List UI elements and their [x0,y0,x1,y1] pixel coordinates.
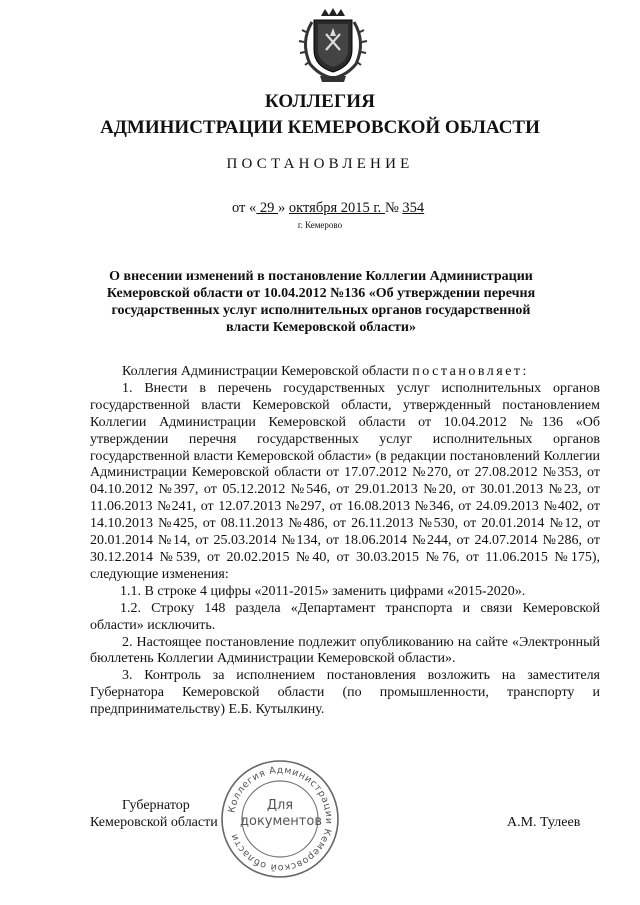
document-title: О внесении изменений в постановление Коллегии Администрации Кемеровской области от 10.04.2012 №136 «Об утверждении перечня государственных услуг исполнительных органов государственной власти Кемеровской области» [106,269,536,335]
stamp-center-line2: документов [240,814,322,829]
intro-verb: постановляет: [412,364,529,379]
date-day: 29 [256,200,279,216]
intro-paragraph [90,364,600,381]
org-name-line1: КОЛЛЕГИЯ [264,91,376,112]
date-mid: » [278,200,289,216]
coat-of-arms-icon [294,6,372,84]
date-number-line [232,200,424,217]
document-number: 354 [402,200,425,216]
paragraph-1: 1. Внести в перечень государственных услуг исполнительных органов государственной власти Кемеровской области, утвержденный постановлением Коллегии Администрации Кемеровской области от 10.04.2012 №136 «Об утверждении перечня государственных услуг исполнительных органов государственной власти Кемеровской области» (в редакции постановлений Коллегии Администрации Кемеровской области от 17.07.2012 №270, от 27.08.2012 №353, от 04.10.2012 №397, от 05.12.2012 №546, от 29.01.2013 №20, от 30.01.2013 №23, от 11.06.2013 №241, от 12.07.2013 №297, от 16.08.2013 №346, от 24.09.2013 №402, от 14.10.2013 №425, от 08.11.2013 №486, от 26.11.2013 №530, от 20.01.2014 №12, от 20.01.2014 №14, от 25.03.2014 №134, от 18.06.2014 №244, от 24.07.2014 №286, от 30.12.2014 №539, от 20.02.2015 №40, от 30.03.2015 №76, от 11.06.2015 №175), следующие изменения: [90,380,600,582]
number-label: № [384,200,403,216]
intro-text: Коллегия Администрации Кемеровской области [122,364,409,379]
signatory-position-line1: Губернатор [122,798,190,813]
date-month-year: октября 2015 г. [288,200,385,216]
paragraph-1-1: 1.1. В строке 4 цифры «2011-2015» заменить цифрами «2015-2020». [120,583,526,599]
signatory-position-line2: Кемеровской области [90,815,218,830]
stamp-center-line1: Для [266,798,294,813]
stamp-ring-text: Коллегия Администрации Кемеровской области [226,764,335,874]
date-prefix: от « [232,200,257,216]
city-label: г. Кемерово [297,220,343,230]
signatory-name: А.М. Тулеев [507,815,581,830]
document-type: ПОСТАНОВЛЕНИЕ [226,156,414,172]
org-name-line2: АДМИНИСТРАЦИИ КЕМЕРОВСКОЙ ОБЛАСТИ [100,117,540,138]
paragraph-3: 3. Контроль за исполнением постановления возложить на заместителя Губернатора Кемеровской области (по промышленности, транспорту и предпринимательству) Е.Б. Кутылкину. [90,668,600,718]
paragraph-2: 2. Настоящее постановление подлежит опубликованию на сайте «Электронный бюллетень Коллегии Администрации Кемеровской области». [90,634,600,667]
paragraph-1-2: 1.2. Строку 148 раздела «Департамент транспорта и связи Кемеровской области» исключить. [90,600,600,633]
document-body [90,364,600,719]
